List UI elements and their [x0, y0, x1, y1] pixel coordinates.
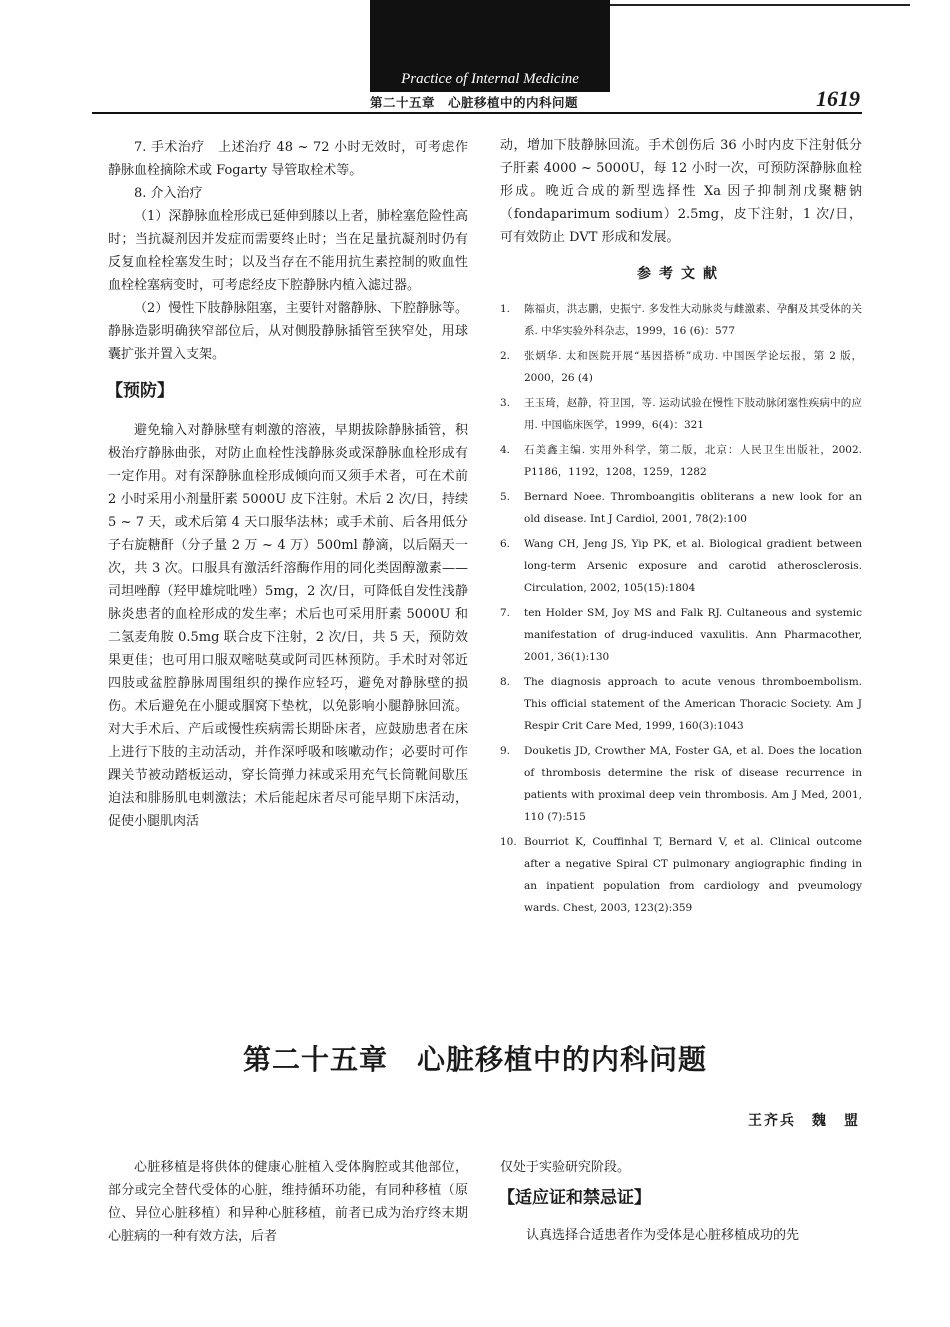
reference-item [500, 831, 862, 919]
journal-banner: Practice of Internal Medicine [370, 66, 610, 92]
reference-number: 6. [500, 538, 511, 550]
paragraph: 7. 手术治疗 上述治疗 48 ~ 72 小时无效时，可考虑作静脉血栓摘除术或 Fogarty 导管取栓术等。 [108, 140, 468, 178]
reference-text: Douketis JD, Crowther MA, Foster GA, et al. Does the location of thrombosis determine the risk of disease recurrence in patients with proximal deep vein thrombosis. Am J Med, 2001, 110 (7):515 [524, 745, 862, 823]
reference-text: Bernard Noee. Thromboangitis obliterans a new look for an old disease. Int J Cardiol, 2001, 78(2):100 [524, 491, 862, 525]
reference-number: 2. [500, 350, 511, 362]
reference-text: 石美鑫主编. 实用外科学，第二版，北京：人民卫生出版社，2002. P1186，1192，1208，1259，1282 [524, 444, 862, 478]
page-number: 1619 [816, 86, 860, 111]
reference-item [500, 298, 862, 342]
left-column [108, 136, 468, 833]
paragraph: 心脏移植是将供体的健康心脏植入受体胸腔或其他部位，部分或完全替代受体的心脏，维持循环功能，有同种移植（原位、异位心脏移植）和异种心脏移植，前者已成为治疗终末期心脏病的一种有效方法，后者 [108, 1160, 468, 1244]
paragraph: 8. 介入治疗 [134, 186, 203, 201]
reference-item [500, 671, 862, 737]
reference-number: 9. [500, 745, 511, 757]
paragraph: 认真选择合适患者作为受体是心脏移植成功的先 [526, 1228, 800, 1243]
reference-text: The diagnosis approach to acute venous thromboembolism. This official statement of the American Thoracic Society. Am J Respir Crit Care Med, 1999, 160(3):1043 [524, 676, 862, 732]
bottom-left-column [108, 1156, 468, 1248]
reference-number: 5. [500, 491, 511, 503]
reference-text: ten Holder SM, Joy MS and Falk RJ. Cultaneous and systemic manifestation of drug-induced vaxulitis. Ann Pharmacother, 2001, 36(1):130 [524, 607, 862, 663]
reference-item [500, 740, 862, 828]
paragraph: 避免输入对静脉壁有刺激的溶液，早期拔除静脉插管，积极治疗静脉曲张，对防止血栓性浅静脉炎或深静脉血栓形成有一定作用。对有深静脉血栓形成倾向而又须手术者，可在术前 2 小时采用小剂量肝素 5000U 皮下注射。术后 2 次/日，持续 5 ~ 7 天，或术后第 4 天口服华法林；或手术前、后各用低分子右旋糖酐（分子量 2 万 ~ 4 万）500ml 静滴，以后隔天一次，共 3 次。口服具有激活纤溶酶作用的同化类固醇激素——司坦唑醇（羟甲雄烷吡唑）5mg，2 次/日，可降低自发性浅静脉炎患者的血栓形成的发生率；术后也可采用肝素 5000U 和二氢麦角胺 0.5mg 联合皮下注射，2 次/日，共 5 天，预防效果更佳；也可用口服双嘧哒莫或阿司匹林预防。手术时对邻近四肢或盆腔静脉周围组织的操作应轻巧，避免对静脉壁的损伤。术后避免在小腿或腘窝下垫枕，以免影响小腿静脉回流。对大手术后、产后或慢性疾病需长期卧床者，应鼓励患者在床上进行下肢的主动活动，并作深呼吸和咳嗽动作；必要时可作踝关节被动踏板运动，穿长筒弹力袜或采用充气长筒靴间歇压迫法和腓肠肌电刺激法；术后能起床者尽可能早期下床活动，促使小腿肌肉活 [108, 423, 468, 829]
reference-list [500, 298, 862, 919]
reference-item [500, 602, 862, 668]
section-heading-prevention: 【预防】 [106, 381, 174, 401]
header-top-rule [610, 4, 910, 6]
reference-text: Wang CH, Jeng JS, Yip PK, et al. Biological gradient between long-term Arsenic exposure and carotid atherosclerosis. Circulation, 2002, 105(15):1804 [524, 538, 862, 594]
bottom-right-column [500, 1156, 862, 1247]
header-black-block [370, 0, 610, 66]
running-header-chapter: 第二十五章 心脏移植中的内科问题 [370, 95, 579, 110]
reference-item [500, 533, 862, 599]
reference-text: Bourriot K, Couffinhal T, Bernard V, et al. Clinical outcome after a negative Spiral CT pulmonary angiographic finding in an inpatient population from cardiology and pveumology wards. Chest, 2003, 123(2):359 [524, 836, 862, 914]
reference-number: 8. [500, 676, 511, 688]
paragraph: 仅处于实验研究阶段。 [500, 1160, 631, 1175]
right-column [500, 134, 862, 922]
reference-number: 3. [500, 397, 511, 409]
references-title: 参考文献 [637, 266, 725, 282]
reference-text: 张炳华. 太和医院开展“基因搭桥”成功. 中国医学论坛报，第 2 版，2000，26 (4) [524, 350, 862, 384]
reference-item [500, 486, 862, 530]
chapter-authors: 王齐兵 魏 盟 [748, 1113, 860, 1129]
reference-item [500, 392, 862, 436]
header-rule [92, 112, 862, 114]
reference-text: 王玉琦，赵静，符卫国，等. 运动试验在慢性下肢动脉闭塞性疾病中的应用. 中国临床医学，1999，6(4)：321 [524, 397, 862, 431]
reference-number: 10. [500, 836, 517, 848]
section-heading-indications: 【适应证和禁忌证】 [498, 1188, 651, 1208]
paragraph: 动，增加下肢静脉回流。手术创伤后 36 小时内皮下注射低分子肝素 4000 ~ 5000U，每 12 小时一次，可预防深静脉血栓形成。晚近合成的新型选择性 Xa 因子抑制剂戊聚糖钠（fondaparimum sodium）2.5mg，皮下注射，1 次/日，可有效防止 DVT 形成和发展。 [500, 138, 862, 245]
paragraph: （2）慢性下肢静脉阻塞，主要针对髂静脉、下腔静脉等。静脉造影明确狭窄部位后，从对侧股静脉插管至狭窄处，用球囊扩张并置入支架。 [108, 301, 468, 362]
reference-number: 7. [500, 607, 511, 619]
reference-item [500, 345, 862, 389]
reference-text: 陈福贞，洪志鹏，史振宁. 多发性大动脉炎与雌激素、孕酮及其受体的关系. 中华实验外科杂志，1999，16 (6)：577 [524, 303, 862, 337]
reference-number: 1. [500, 303, 511, 315]
reference-number: 4. [500, 444, 511, 456]
paragraph: （1）深静脉血栓形成已延伸到膝以上者，肺栓塞危险性高时；当抗凝剂因并发症而需要终止时；当在足量抗凝剂时仍有反复血栓栓塞发生时；以及当存在不能用抗生素控制的败血性血栓栓塞病变时，可考虑经皮下腔静脉内植入滤过器。 [108, 209, 468, 293]
reference-item [500, 439, 862, 483]
chapter-title: 第二十五章 心脏移植中的内科问题 [242, 1043, 707, 1076]
